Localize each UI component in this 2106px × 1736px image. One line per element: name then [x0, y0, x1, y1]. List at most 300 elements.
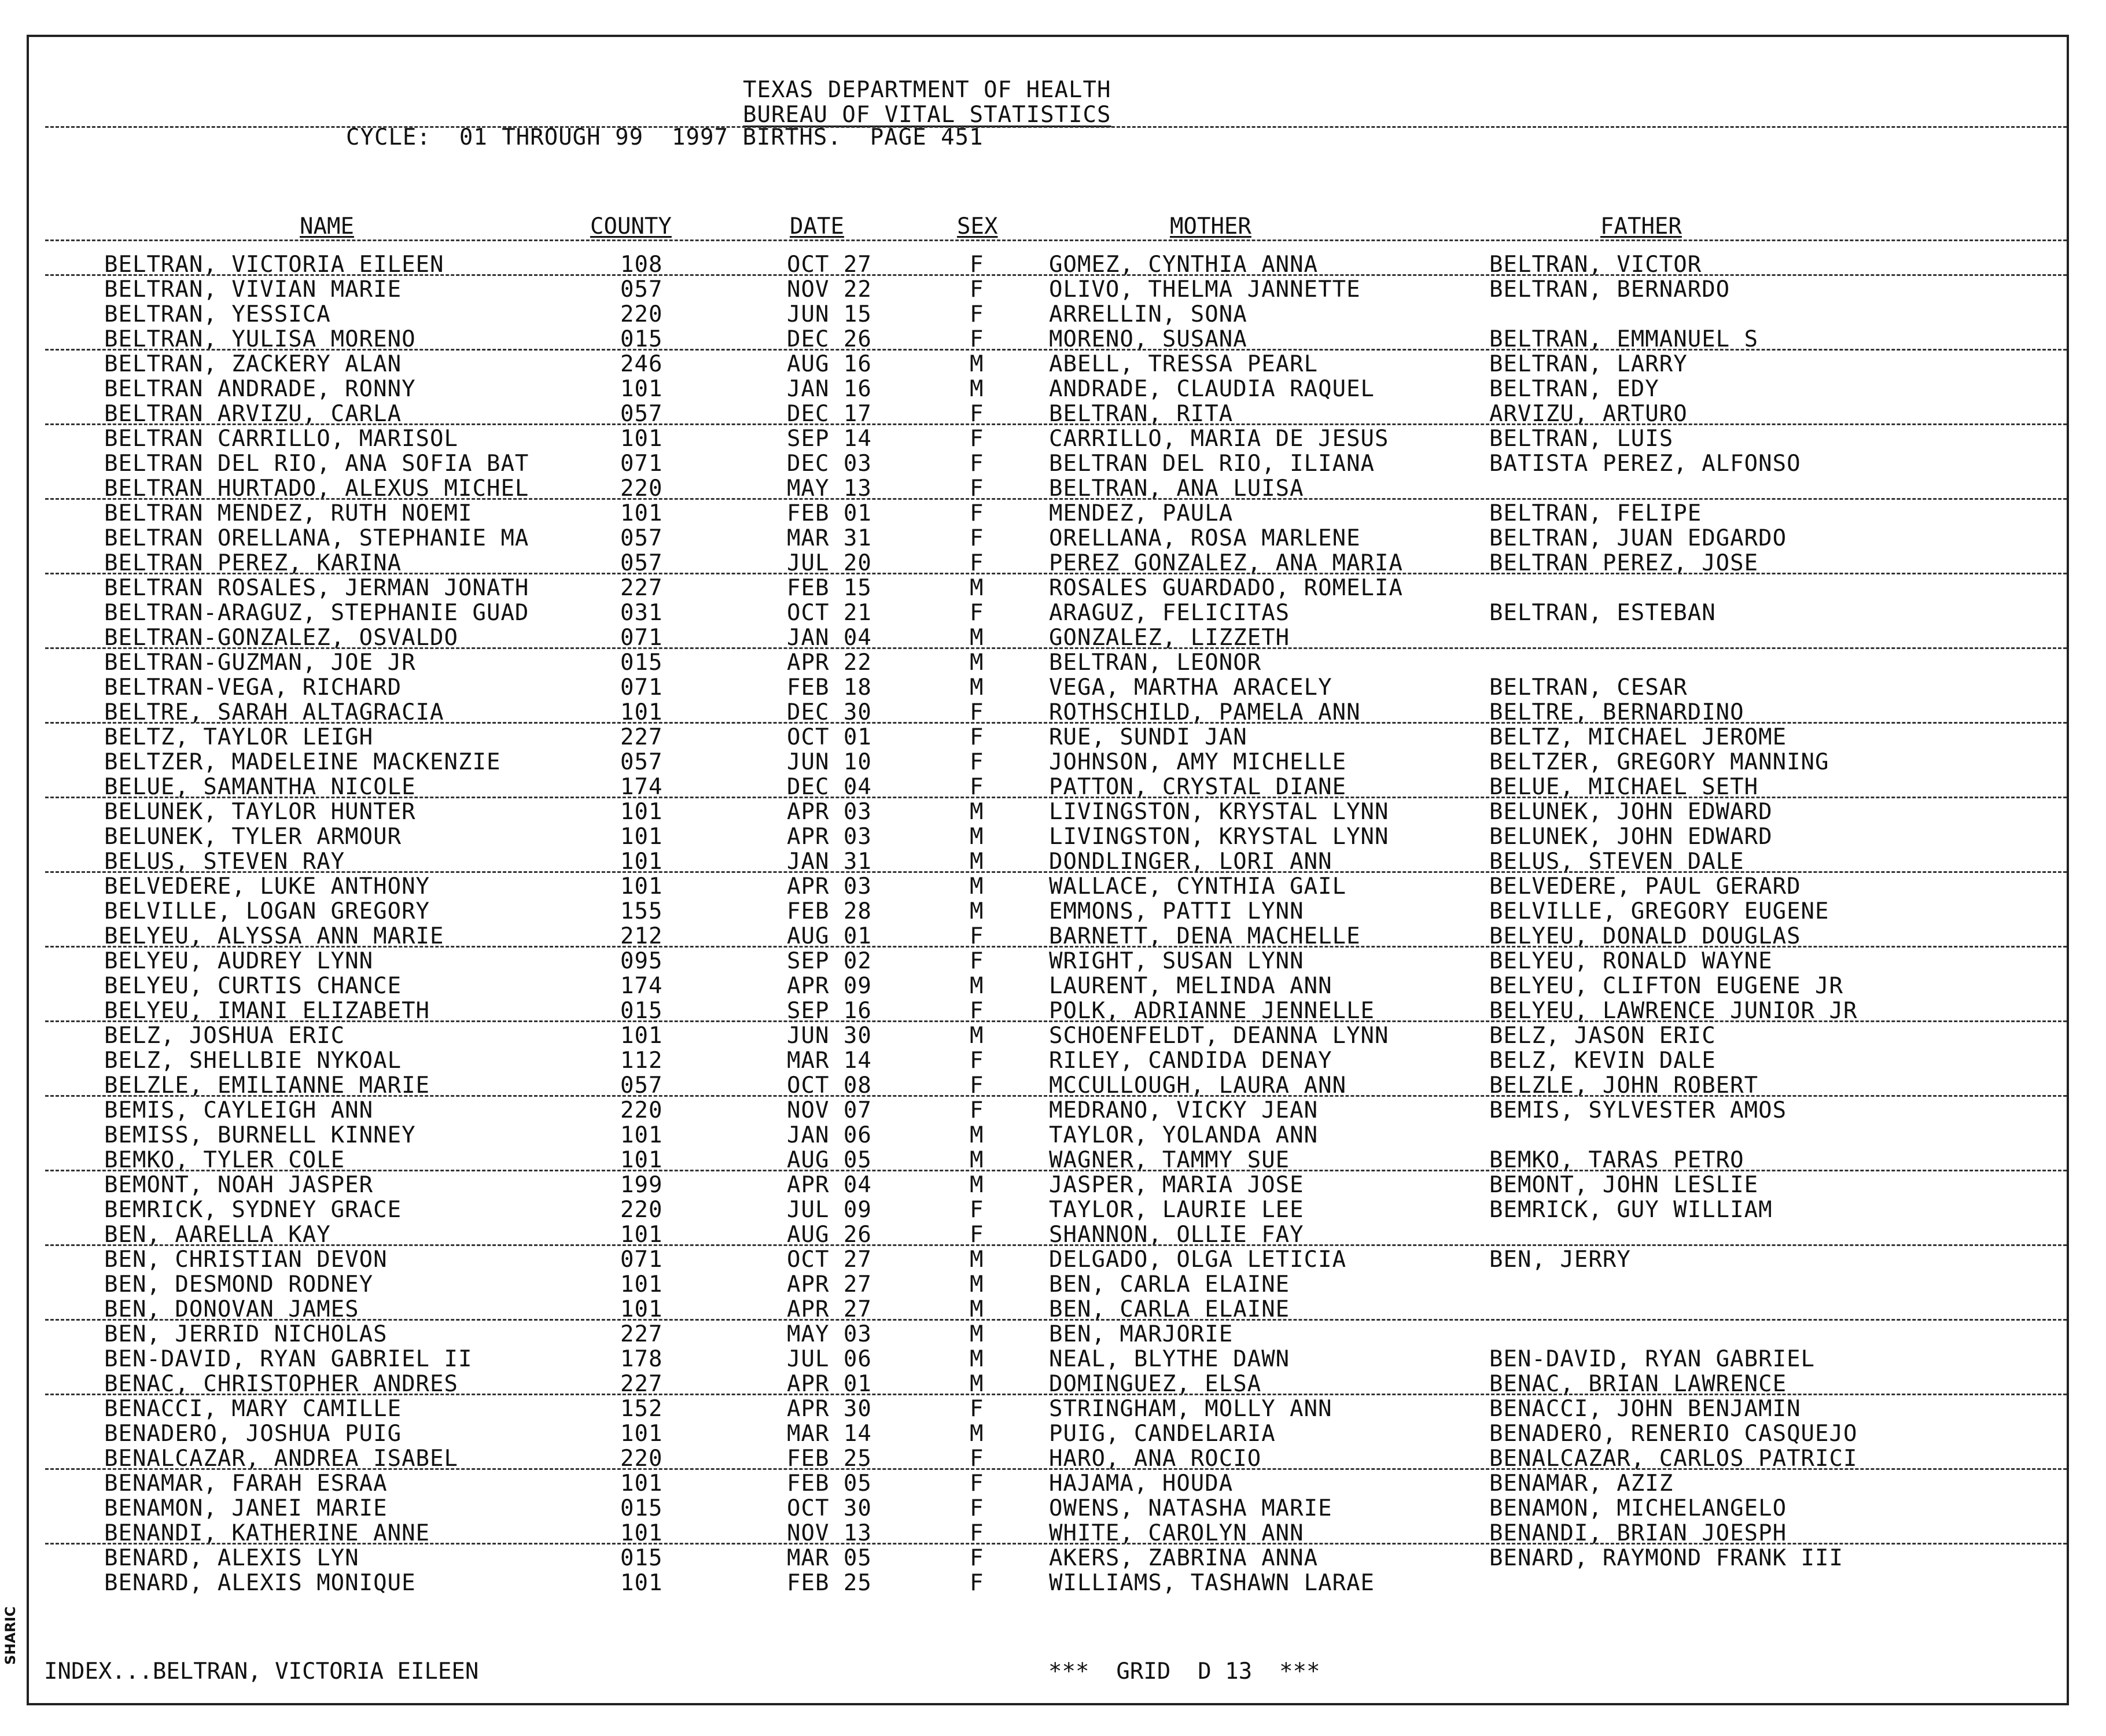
cell-mother: BELTRAN DEL RIO, ILIANA: [1049, 451, 1375, 477]
cell-county: 101: [620, 873, 663, 900]
table-row: [29, 1073, 2054, 1098]
cell-sex: M: [970, 824, 984, 850]
cell-date: AUG 05: [787, 1147, 872, 1173]
cell-sex: F: [970, 525, 984, 551]
cell-name: BEN-DAVID, RYAN GABRIEL II: [104, 1346, 473, 1372]
cell-father: BEMRICK, GUY WILLIAM: [1489, 1197, 1773, 1223]
cell-date: JUN 15: [787, 301, 872, 327]
row-band-rule: [45, 1543, 2067, 1545]
cell-county: 015: [620, 1545, 663, 1571]
cell-sex: F: [970, 600, 984, 626]
cell-mother: ROSALES GUARDADO, ROMELIA: [1049, 575, 1403, 601]
cell-mother: RUE, SUNDI JAN: [1049, 724, 1247, 750]
cell-mother: LAURENT, MELINDA ANN: [1049, 973, 1332, 999]
cell-name: BEN, AARELLA KAY: [104, 1222, 331, 1248]
cell-mother: HAJAMA, HOUDA: [1049, 1470, 1234, 1497]
cell-date: JUL 06: [787, 1346, 872, 1372]
cell-county: 071: [620, 1247, 663, 1273]
cell-father: BELTRAN, CESAR: [1489, 675, 1688, 701]
cell-sex: M: [970, 1271, 984, 1298]
cell-mother: ANDRADE, CLAUDIA RAQUEL: [1049, 376, 1375, 402]
cell-name: BELTRAN PEREZ, KARINA: [104, 550, 402, 576]
cell-name: BELTRAN ORELLANA, STEPHANIE MA: [104, 525, 529, 551]
table-row: [29, 1297, 2054, 1322]
cell-name: BELTRAN HURTADO, ALEXUS MICHEL: [104, 476, 529, 502]
cell-mother: MCCULLOUGH, LAURA ANN: [1049, 1072, 1347, 1099]
cell-name: BELTRAN, YESSICA: [104, 301, 331, 327]
cell-name: BELTRAN ROSALES, JERMAN JONATH: [104, 575, 529, 601]
cell-name: BEMONT, NOAH JASPER: [104, 1172, 374, 1198]
table-row: [29, 1098, 2054, 1123]
cell-county: 220: [620, 301, 663, 327]
cell-father: ARVIZU, ARTURO: [1489, 401, 1688, 427]
cell-county: 057: [620, 550, 663, 576]
cell-county: 101: [620, 1122, 663, 1148]
table-row: [29, 650, 2054, 675]
cell-date: JAN 16: [787, 376, 872, 402]
cell-sex: M: [970, 1321, 984, 1347]
cell-name: BELTRAN ANDRADE, RONNY: [104, 376, 416, 402]
cell-county: 174: [620, 774, 663, 800]
cell-date: FEB 28: [787, 898, 872, 924]
cell-date: JAN 31: [787, 849, 872, 875]
cell-sex: F: [970, 426, 984, 452]
cell-mother: GONZALEZ, LIZZETH: [1049, 625, 1290, 651]
cell-county: 101: [620, 1520, 663, 1546]
cell-mother: ORELLANA, ROSA MARLENE: [1049, 525, 1361, 551]
row-band-rule: [45, 871, 2067, 873]
cell-father: BELTRAN, FELIPE: [1489, 500, 1702, 526]
cell-mother: BEN, CARLA ELAINE: [1049, 1296, 1290, 1322]
cell-name: BELZ, SHELLBIE NYKOAL: [104, 1048, 402, 1074]
cell-county: 101: [620, 1023, 663, 1049]
cell-date: OCT 30: [787, 1495, 872, 1521]
cell-sex: F: [970, 998, 984, 1024]
row-band-rule: [45, 1170, 2067, 1171]
cell-name: BENAMON, JANEI MARIE: [104, 1495, 388, 1521]
cell-date: DEC 04: [787, 774, 872, 800]
cell-name: BELYEU, IMANI ELIZABETH: [104, 998, 430, 1024]
cell-date: JUL 09: [787, 1197, 872, 1223]
cell-county: 101: [620, 1296, 663, 1322]
cell-mother: LIVINGSTON, KRYSTAL LYNN: [1049, 824, 1389, 850]
cell-mother: DELGADO, OLGA LETICIA: [1049, 1247, 1347, 1273]
cell-date: JUL 20: [787, 550, 872, 576]
cell-mother: SCHOENFELDT, DEANNA LYNN: [1049, 1023, 1389, 1049]
cell-mother: STRINGHAM, MOLLY ANN: [1049, 1396, 1332, 1422]
cell-county: 199: [620, 1172, 663, 1198]
cell-father: BENADERO, RENERIO CASQUEJO: [1489, 1421, 1858, 1447]
cell-mother: PATTON, CRYSTAL DIANE: [1049, 774, 1347, 800]
cell-mother: SHANNON, OLLIE FAY: [1049, 1222, 1304, 1248]
cell-mother: TAYLOR, YOLANDA ANN: [1049, 1122, 1319, 1148]
cell-date: OCT 08: [787, 1072, 872, 1099]
cell-date: MAY 13: [787, 476, 872, 502]
row-band-rule: [45, 1468, 2067, 1470]
row-band-rule: [45, 1020, 2067, 1022]
footer-index: INDEX...BELTRAN, VICTORIA EILEEN: [44, 1658, 479, 1685]
cell-mother: MORENO, SUSANA: [1049, 326, 1247, 352]
cell-name: BENAC, CHRISTOPHER ANDRES: [104, 1371, 458, 1397]
table-row: [29, 675, 2054, 700]
cell-date: APR 22: [787, 650, 872, 676]
cell-sex: M: [970, 1172, 984, 1198]
table-row: [29, 501, 2054, 526]
row-band-rule: [45, 1095, 2067, 1097]
cell-county: 108: [620, 252, 663, 278]
cell-county: 057: [620, 525, 663, 551]
cell-father: BEN-DAVID, RYAN GABRIEL: [1489, 1346, 1816, 1372]
side-mark: SHARIC: [2, 1606, 19, 1665]
cell-date: OCT 01: [787, 724, 872, 750]
table-row: [29, 899, 2054, 924]
cell-sex: M: [970, 973, 984, 999]
cell-sex: M: [970, 849, 984, 875]
cell-sex: M: [970, 898, 984, 924]
cell-name: BENARD, ALEXIS LYN: [104, 1545, 359, 1571]
cell-date: AUG 16: [787, 351, 872, 377]
table-row: [29, 1247, 2054, 1272]
cell-sex: M: [970, 1421, 984, 1447]
cell-name: BELTZER, MADELEINE MACKENZIE: [104, 749, 501, 775]
cell-sex: F: [970, 1048, 984, 1074]
cell-county: 095: [620, 948, 663, 974]
cell-name: BENAMAR, FARAH ESRAA: [104, 1470, 388, 1497]
cell-county: 101: [620, 1147, 663, 1173]
cell-father: BELVEDERE, PAUL GERARD: [1489, 873, 1801, 900]
cell-mother: OWENS, NATASHA MARIE: [1049, 1495, 1332, 1521]
cell-father: BELYEU, CLIFTON EUGENE JR: [1489, 973, 1843, 999]
table-row: [29, 700, 2054, 725]
cell-father: BENAMON, MICHELANGELO: [1489, 1495, 1787, 1521]
cell-county: 227: [620, 575, 663, 601]
cell-sex: M: [970, 1346, 984, 1372]
cell-sex: M: [970, 1147, 984, 1173]
cell-name: BEMRICK, SYDNEY GRACE: [104, 1197, 402, 1223]
cell-name: BELZ, JOSHUA ERIC: [104, 1023, 345, 1049]
cell-date: JUN 30: [787, 1023, 872, 1049]
cycle-line: CYCLE: 01 THROUGH 99 1997 BIRTHS. PAGE 451: [346, 124, 984, 150]
cell-father: BELTRAN, LARRY: [1489, 351, 1688, 377]
cell-mother: TAYLOR, LAURIE LEE: [1049, 1197, 1304, 1223]
cell-mother: ARRELLIN, SONA: [1049, 301, 1247, 327]
cell-name: BEMKO, TYLER COLE: [104, 1147, 345, 1173]
table-row: [29, 1571, 2054, 1595]
cell-sex: F: [970, 326, 984, 352]
cell-sex: M: [970, 799, 984, 825]
table-row: [29, 352, 2054, 377]
cell-name: BELTRAN CARRILLO, MARISOL: [104, 426, 458, 452]
cell-mother: RILEY, CANDIDA DENAY: [1049, 1048, 1332, 1074]
cell-date: APR 30: [787, 1396, 872, 1422]
cell-father: BELTRE, BERNARDINO: [1489, 699, 1744, 725]
col-mother-header: MOTHER: [1170, 213, 1251, 239]
cell-date: MAY 03: [787, 1321, 872, 1347]
cell-father: BENAMAR, AZIZ: [1489, 1470, 1674, 1497]
cell-name: BELTZ, TAYLOR LEIGH: [104, 724, 374, 750]
cell-county: 246: [620, 351, 663, 377]
cell-county: 071: [620, 451, 663, 477]
cell-mother: BELTRAN, RITA: [1049, 401, 1234, 427]
cell-county: 101: [620, 426, 663, 452]
cell-name: BELUE, SAMANTHA NICOLE: [104, 774, 416, 800]
cell-name: BELTRAN-VEGA, RICHARD: [104, 675, 402, 701]
cell-father: BELYEU, RONALD WAYNE: [1489, 948, 1773, 974]
cell-county: 015: [620, 326, 663, 352]
cell-name: BELZLE, EMILIANNE MARIE: [104, 1072, 430, 1099]
cell-county: 015: [620, 998, 663, 1024]
table-row: [29, 750, 2054, 775]
cell-mother: PEREZ GONZALEZ, ANA MARIA: [1049, 550, 1403, 576]
table-row: [29, 1347, 2054, 1372]
cell-date: SEP 02: [787, 948, 872, 974]
table-row: [29, 1421, 2054, 1446]
cell-date: OCT 21: [787, 600, 872, 626]
cell-date: APR 03: [787, 873, 872, 900]
table-row: [29, 1272, 2054, 1297]
cell-county: 015: [620, 650, 663, 676]
cell-name: BELTRAN-GUZMAN, JOE JR: [104, 650, 416, 676]
cell-date: OCT 27: [787, 252, 872, 278]
cell-mother: POLK, ADRIANNE JENNELLE: [1049, 998, 1375, 1024]
cell-date: NOV 22: [787, 277, 872, 303]
cell-name: BELVEDERE, LUKE ANTHONY: [104, 873, 430, 900]
cell-sex: M: [970, 650, 984, 676]
cell-date: FEB 01: [787, 500, 872, 526]
cell-county: 101: [620, 849, 663, 875]
table-row: [29, 924, 2054, 949]
cell-name: BENADERO, JOSHUA PUIG: [104, 1421, 402, 1447]
cell-date: APR 01: [787, 1371, 872, 1397]
cell-county: 112: [620, 1048, 663, 1074]
cell-name: BENARD, ALEXIS MONIQUE: [104, 1570, 416, 1596]
cell-date: NOV 13: [787, 1520, 872, 1546]
cell-sex: M: [970, 1023, 984, 1049]
cell-county: 174: [620, 973, 663, 999]
table-row: [29, 1197, 2054, 1222]
cell-mother: VEGA, MARTHA ARACELY: [1049, 675, 1332, 701]
cell-mother: BARNETT, DENA MACHELLE: [1049, 923, 1361, 949]
cell-mother: DOMINGUEZ, ELSA: [1049, 1371, 1262, 1397]
table-row: [29, 799, 2054, 824]
cell-sex: M: [970, 1247, 984, 1273]
row-band-rule: [45, 1244, 2067, 1246]
cell-sex: M: [970, 1371, 984, 1397]
table-row: [29, 302, 2054, 327]
cell-county: 057: [620, 401, 663, 427]
cell-father: BEMKO, TARAS PETRO: [1489, 1147, 1744, 1173]
cell-sex: F: [970, 1097, 984, 1123]
cell-father: BELTRAN PEREZ, JOSE: [1489, 550, 1759, 576]
cell-sex: F: [970, 699, 984, 725]
cell-mother: BEN, MARJORIE: [1049, 1321, 1234, 1347]
cell-county: 057: [620, 277, 663, 303]
cell-sex: F: [970, 451, 984, 477]
cell-name: BELTRAN, VICTORIA EILEEN: [104, 252, 444, 278]
cell-date: DEC 30: [787, 699, 872, 725]
header-subtitle: BUREAU OF VITAL STATISTICS: [743, 102, 1111, 128]
cell-mother: ABELL, TRESSA PEARL: [1049, 351, 1319, 377]
cell-sex: F: [970, 550, 984, 576]
cell-mother: NEAL, BLYTHE DAWN: [1049, 1346, 1290, 1372]
cell-father: BELTRAN, ESTEBAN: [1489, 600, 1716, 626]
cell-date: AUG 26: [787, 1222, 872, 1248]
cell-date: APR 09: [787, 973, 872, 999]
cell-mother: MEDRANO, VICKY JEAN: [1049, 1097, 1319, 1123]
cell-mother: AKERS, ZABRINA ANNA: [1049, 1545, 1319, 1571]
row-band-rule: [45, 498, 2067, 500]
table-row: [29, 1023, 2054, 1048]
cell-name: BELYEU, CURTIS CHANCE: [104, 973, 402, 999]
table-row: [29, 600, 2054, 625]
cell-date: APR 03: [787, 799, 872, 825]
cell-county: 155: [620, 898, 663, 924]
cell-mother: WHITE, CAROLYN ANN: [1049, 1520, 1304, 1546]
cell-county: 015: [620, 1495, 663, 1521]
cell-mother: ARAGUZ, FELICITAS: [1049, 600, 1290, 626]
cell-sex: F: [970, 500, 984, 526]
table-row: [29, 1148, 2054, 1173]
cell-county: 220: [620, 1197, 663, 1223]
table-row: [29, 849, 2054, 874]
table-row: [29, 1372, 2054, 1396]
cell-father: BENALCAZAR, CARLOS PATRICI: [1489, 1446, 1858, 1472]
cell-county: 101: [620, 699, 663, 725]
cell-father: BELUNEK, JOHN EDWARD: [1489, 824, 1773, 850]
cell-sex: F: [970, 1197, 984, 1223]
cell-mother: BELTRAN, ANA LUISA: [1049, 476, 1304, 502]
cell-name: BELTRAN-ARAGUZ, STEPHANIE GUAD: [104, 600, 529, 626]
cell-county: 101: [620, 1470, 663, 1497]
cell-county: 212: [620, 923, 663, 949]
cell-name: BELTRAN DEL RIO, ANA SOFIA BAT: [104, 451, 529, 477]
cell-date: JAN 04: [787, 625, 872, 651]
cell-date: MAR 31: [787, 525, 872, 551]
cell-county: 101: [620, 500, 663, 526]
cell-sex: F: [970, 401, 984, 427]
cell-name: BELTRAN, VIVIAN MARIE: [104, 277, 402, 303]
column-header-rule: [45, 239, 2067, 241]
cell-county: 057: [620, 749, 663, 775]
col-name-header: NAME: [300, 213, 354, 239]
cell-name: BELYEU, AUDREY LYNN: [104, 948, 374, 974]
footer-grid: *** GRID D 13 ***: [1048, 1658, 1320, 1685]
cell-father: BELZLE, JOHN ROBERT: [1489, 1072, 1759, 1099]
cell-father: BATISTA PEREZ, ALFONSO: [1489, 451, 1801, 477]
cell-sex: F: [970, 1470, 984, 1497]
table-row: [29, 1123, 2054, 1148]
cell-county: 220: [620, 1446, 663, 1472]
cell-sex: F: [970, 749, 984, 775]
cell-name: BELTRE, SARAH ALTAGRACIA: [104, 699, 444, 725]
cell-father: BELTRAN, BERNARDO: [1489, 277, 1731, 303]
cell-mother: BELTRAN, LEONOR: [1049, 650, 1262, 676]
cell-name: BEMIS, CAYLEIGH ANN: [104, 1097, 374, 1123]
row-band-rule: [45, 797, 2067, 798]
header-title: TEXAS DEPARTMENT OF HEALTH: [743, 77, 1111, 103]
cell-name: BELTRAN ARVIZU, CARLA: [104, 401, 402, 427]
col-county-header: COUNTY: [590, 213, 672, 239]
cell-mother: HARO, ANA ROCIO: [1049, 1446, 1262, 1472]
cell-father: BENAC, BRIAN LAWRENCE: [1489, 1371, 1787, 1397]
cell-sex: F: [970, 774, 984, 800]
cell-sex: F: [970, 1072, 984, 1099]
cell-father: BELZ, JASON ERIC: [1489, 1023, 1716, 1049]
col-date-header: DATE: [790, 213, 844, 239]
cell-sex: F: [970, 1495, 984, 1521]
cell-county: 101: [620, 1271, 663, 1298]
cell-sex: F: [970, 1446, 984, 1472]
cell-date: FEB 15: [787, 575, 872, 601]
cell-name: BELTRAN, ZACKERY ALAN: [104, 351, 402, 377]
table-row: [29, 1048, 2054, 1073]
cell-father: BENANDI, BRIAN JOESPH: [1489, 1520, 1787, 1546]
printout-frame: [27, 35, 2069, 1705]
table-row: [29, 576, 2054, 600]
cell-name: BEN, DONOVAN JAMES: [104, 1296, 359, 1322]
cell-father: BELTZER, GREGORY MANNING: [1489, 749, 1829, 775]
cell-sex: F: [970, 1520, 984, 1546]
cell-sex: M: [970, 1122, 984, 1148]
row-band-rule: [45, 274, 2067, 276]
table-row: [29, 401, 2054, 426]
cell-mother: JASPER, MARIA JOSE: [1049, 1172, 1304, 1198]
cell-father: BELTRAN, JUAN EDGARDO: [1489, 525, 1787, 551]
table-row: [29, 1222, 2054, 1247]
table-row: [29, 1396, 2054, 1421]
cell-father: BEN, JERRY: [1489, 1247, 1631, 1273]
cell-county: 101: [620, 1421, 663, 1447]
cell-sex: M: [970, 675, 984, 701]
cell-mother: DONDLINGER, LORI ANN: [1049, 849, 1332, 875]
cell-name: BELUNEK, TYLER ARMOUR: [104, 824, 402, 850]
cell-sex: F: [970, 948, 984, 974]
cell-sex: M: [970, 873, 984, 900]
row-band-rule: [45, 573, 2067, 574]
cell-date: SEP 14: [787, 426, 872, 452]
cell-county: 101: [620, 1570, 663, 1596]
cell-sex: F: [970, 252, 984, 278]
cell-father: BELYEU, DONALD DOUGLAS: [1489, 923, 1801, 949]
table-row: [29, 252, 2054, 277]
cell-name: BEMISS, BURNELL KINNEY: [104, 1122, 416, 1148]
col-father-header: FATHER: [1600, 213, 1682, 239]
cell-date: MAR 05: [787, 1545, 872, 1571]
cell-sex: F: [970, 476, 984, 502]
table-row: [29, 1173, 2054, 1197]
cell-county: 071: [620, 625, 663, 651]
cell-county: 057: [620, 1072, 663, 1099]
cell-county: 101: [620, 376, 663, 402]
cell-father: BELUE, MICHAEL SETH: [1489, 774, 1759, 800]
table-row: [29, 974, 2054, 998]
cell-name: BELYEU, ALYSSA ANN MARIE: [104, 923, 444, 949]
cell-county: 178: [620, 1346, 663, 1372]
cell-name: BEN, DESMOND RODNEY: [104, 1271, 374, 1298]
cell-mother: OLIVO, THELMA JANNETTE: [1049, 277, 1361, 303]
cell-name: BELTRAN, YULISA MORENO: [104, 326, 416, 352]
cell-name: BENANDI, KATHERINE ANNE: [104, 1520, 430, 1546]
cell-sex: F: [970, 1222, 984, 1248]
table-row: [29, 1521, 2054, 1546]
cell-date: FEB 05: [787, 1470, 872, 1497]
table-row: [29, 625, 2054, 650]
table-row: [29, 476, 2054, 501]
table-row: [29, 327, 2054, 352]
cell-county: 220: [620, 1097, 663, 1123]
cell-county: 101: [620, 824, 663, 850]
cell-mother: JOHNSON, AMY MICHELLE: [1049, 749, 1347, 775]
